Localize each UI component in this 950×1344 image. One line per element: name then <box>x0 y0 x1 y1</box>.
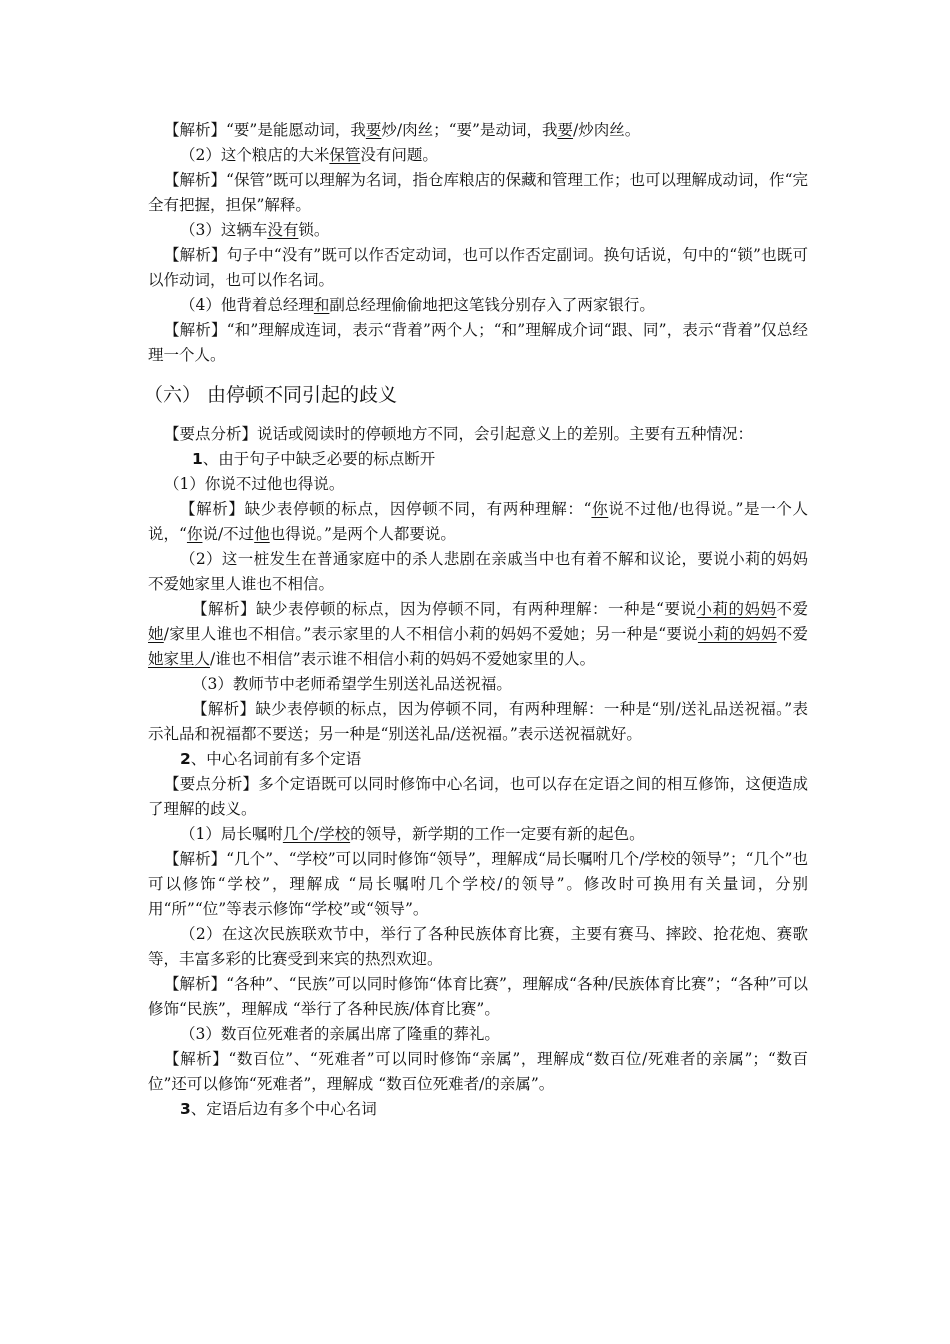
text-run: （1）局长嘱咐 <box>180 825 283 843</box>
paragraph <box>148 218 808 243</box>
underlined-text: 和 <box>313 296 330 314</box>
underlined-text: 你 <box>186 525 203 543</box>
paragraph: 【要点分析】说话或阅读时的停顿地方不同，会引起意义上的差别。主要有五种情况： <box>164 425 754 443</box>
text-run: 不爱 <box>776 625 808 643</box>
subheading-text: 、由于句子中缺乏必要的标点断开 <box>202 450 436 468</box>
paragraph: 【解析】“保管”既可以理解为名词，指仓库粮店的保藏和管理工作；也可以理解成动词，作“完全有把握，担保”解释。 <box>148 171 808 214</box>
underlined-text: 没有 <box>267 221 299 239</box>
underlined-text: 要 <box>557 121 573 139</box>
underlined-text: 小莉的妈妈 <box>697 625 777 643</box>
text-run: 【解析】缺少表停顿的标点，因停顿不同，有两种理解：“ <box>180 500 592 518</box>
subheading-number: 1 <box>192 450 203 468</box>
text-run: /谁也不相信”表示谁不相信小莉的妈妈不爱她家里的人。 <box>210 650 596 668</box>
text-run: 炒/肉丝；“要”是动词，我 <box>381 121 558 139</box>
text-run: 副总经理偷偷地把这笔钱分别存入了两家银行。 <box>329 296 655 314</box>
text-run: /炒肉丝。 <box>572 121 641 139</box>
underlined-text: 她家里人 <box>148 650 211 668</box>
paragraph: （2）这一桩发生在普通家庭中的杀人悲剧在亲戚当中也有着不解和议论，要说小莉的妈妈不爱她家里人谁也不相信。 <box>148 550 808 593</box>
text-run: 没有问题。 <box>360 146 438 164</box>
text-run: 说不过他/也得说。”是一个人说，“ <box>148 500 808 543</box>
document-page <box>144 118 808 1122</box>
paragraph: （2）在这次民族联欢节中，举行了各种民族体育比赛，主要有赛马、摔跤、抢花炮、赛歌等，丰富多彩的比赛受到来宾的热烈欢迎。 <box>148 925 808 968</box>
underlined-text: 几个/学校 <box>282 825 351 843</box>
text-run: 不爱 <box>776 600 808 618</box>
paragraph <box>148 293 808 318</box>
underlined-text: 她 <box>148 625 164 643</box>
section-heading: （六） 由停顿不同引起的歧义 <box>144 384 398 406</box>
paragraph: 【解析】句子中“没有”既可以作否定动词，也可以作否定副词。换句话说，句中的“锁”也既可以作动词，也可以作名词。 <box>148 246 808 289</box>
paragraph: 【解析】“和”理解成连词，表示“背着”两个人；“和”理解成介词“跟、同”，表示“背着”仅总经理一个人。 <box>148 321 808 364</box>
underlined-text: 小莉的妈妈 <box>696 600 777 618</box>
paragraph <box>148 497 808 547</box>
paragraph: （3）数百位死难者的亲属出席了隆重的葬礼。 <box>180 1025 500 1043</box>
text-run: （3）这辆车 <box>180 221 268 239</box>
underlined-text: 要 <box>365 121 382 139</box>
subheading-text: 、定语后边有多个中心名词 <box>190 1100 377 1118</box>
text-run: 的领导，新学期的工作一定要有新的起色。 <box>350 825 645 843</box>
subheading-number: 2 <box>180 750 191 768</box>
paragraph: （3）教师节中老师希望学生别送礼品送祝福。 <box>192 675 512 693</box>
subheading-text: 、中心名词前有多个定语 <box>190 750 362 768</box>
text-run: /家里人谁也不相信。”表示家里的人不相信小莉的妈妈不爱她；另一种是“要说 <box>163 625 698 643</box>
subheading <box>148 747 808 772</box>
text-run: （2）这个粮店的大米 <box>180 146 330 164</box>
subheading <box>148 1097 808 1122</box>
paragraph <box>148 143 808 168</box>
paragraph <box>148 118 808 143</box>
paragraph: 【解析】缺少表停顿的标点，因为停顿不同，有两种理解：一种是“别/送礼品送祝福。”表示礼品和祝福都不要送；另一种是“别送礼品/送祝福。”表示送祝福就好。 <box>148 700 808 743</box>
subheading <box>148 447 808 472</box>
text-run: 【解析】“要”是能愿动词，我 <box>164 121 366 139</box>
text-run: 【解析】缺少表停顿的标点，因为停顿不同，有两种理解：一种是“要说 <box>192 600 697 618</box>
text-run: （4）他背着总经理 <box>180 296 314 314</box>
text-run: 也得说。”是两个人都要说。 <box>269 525 456 543</box>
paragraph: （1）你说不过他也得说。 <box>164 475 345 493</box>
text-run: 锁。 <box>298 221 330 239</box>
underlined-text: 你 <box>591 500 609 518</box>
paragraph <box>148 822 808 847</box>
paragraph: 【解析】“几个”、“学校”可以同时修饰“领导”，理解成“局长嘱咐几个/学校的领导”；“几个”也可以修饰“学校”，理解成 “局长嘱咐几个学校/的领导”。修改时可换用有关量词，分别用“所”“位”等表示修饰“学校”或“领导”。 <box>148 850 808 918</box>
subheading-number: 3 <box>180 1100 191 1118</box>
paragraph: 【要点分析】多个定语既可以同时修饰中心名词，也可以存在定语之间的相互修饰，这便造成了理解的歧义。 <box>148 775 808 818</box>
paragraph: 【解析】“数百位”、“死难者”可以同时修饰“亲属”，理解成“数百位/死难者的亲属”；“数百位”还可以修饰“死难者”，理解成 “数百位死难者/的亲属”。 <box>148 1050 808 1093</box>
paragraph: 【解析】“各种”、“民族”可以同时修饰“体育比赛”，理解成“各种/民族体育比赛”；“各种”可以修饰“民族”，理解成 “举行了各种民族/体育比赛”。 <box>148 975 808 1018</box>
underlined-text: 保管 <box>329 146 361 164</box>
underlined-text: 他 <box>254 525 270 543</box>
text-run: 说/不过 <box>202 525 255 543</box>
paragraph <box>148 597 808 672</box>
